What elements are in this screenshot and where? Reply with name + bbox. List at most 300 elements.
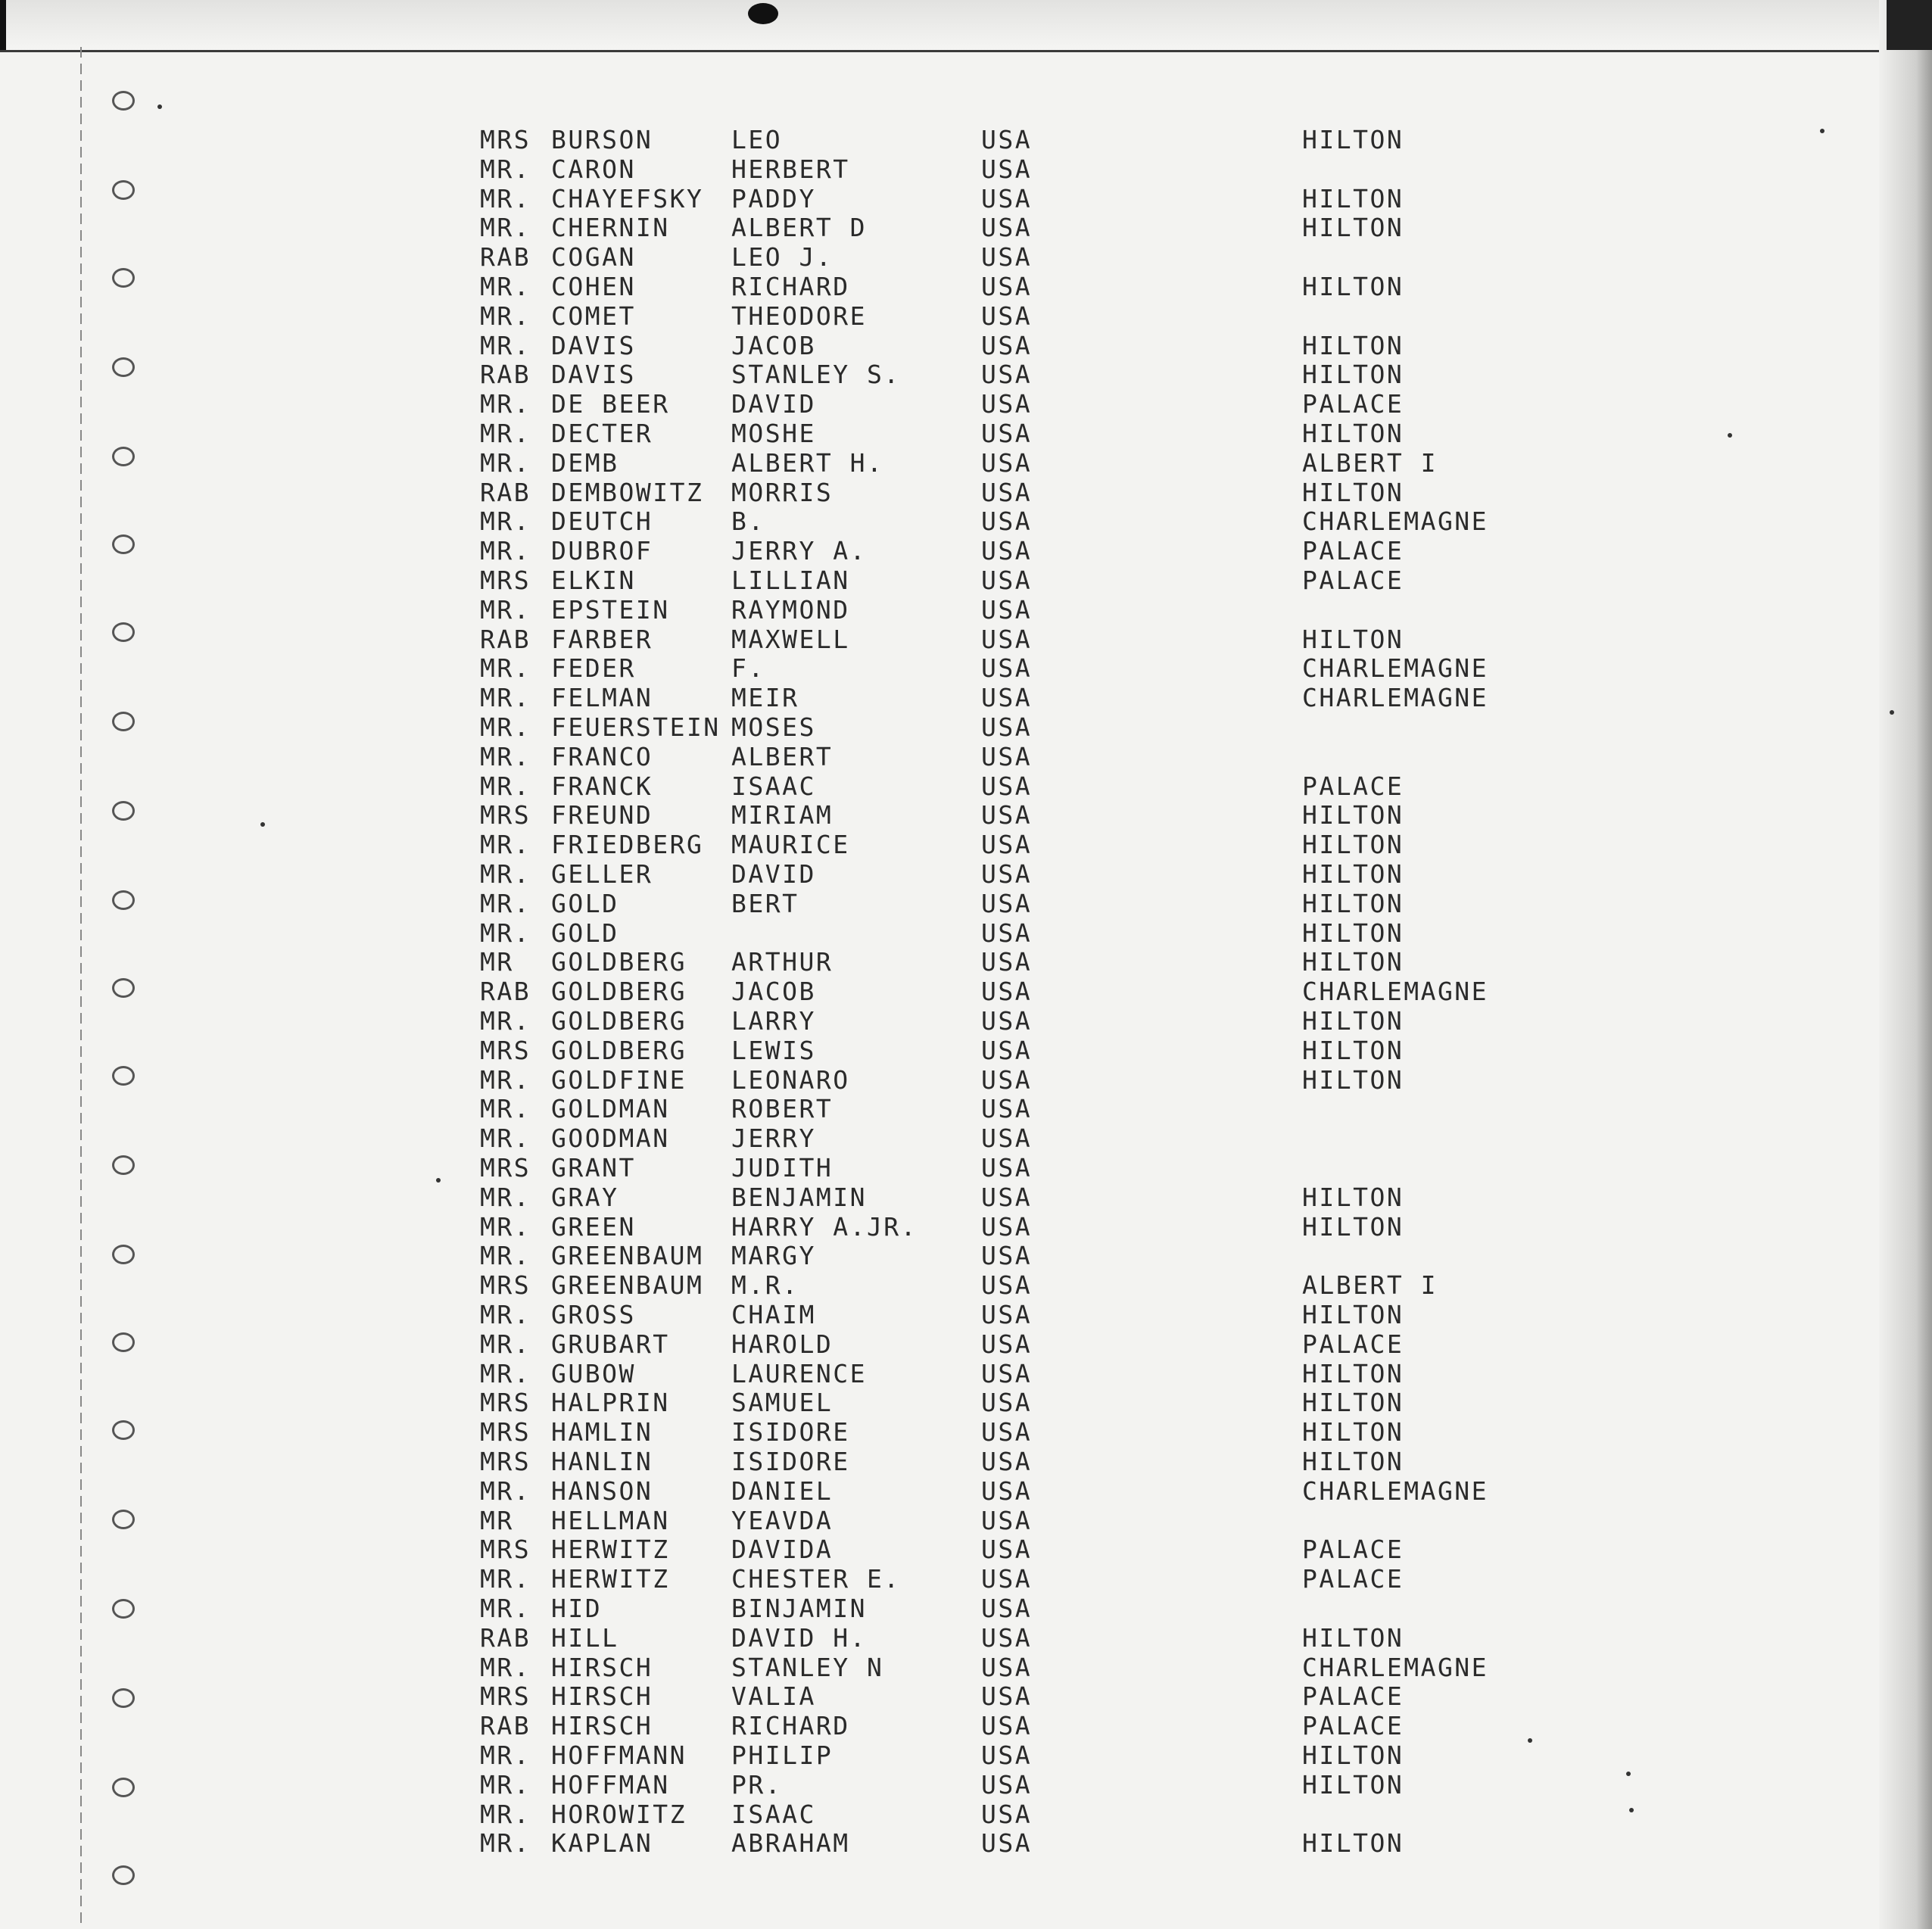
row-first-name: SAMUEL [731,1388,834,1417]
row-country: USA [981,742,1033,771]
row-first-name: MARGY [731,1241,816,1270]
row-last-name: HELLMAN [551,1506,670,1535]
row-first-name: PHILIP [731,1740,834,1770]
row-country: USA [981,1094,1033,1123]
row-country: USA [981,1183,1033,1212]
row-last-name: HERWITZ [551,1564,670,1594]
row-hotel: HILTON [1302,830,1404,859]
row-country: USA [981,1006,1033,1036]
list-row [0,302,1932,331]
row-first-name: MIRIAM [731,800,834,830]
row-last-name: GOLDFINE [551,1065,687,1095]
row-first-name: BENJAMIN [731,1183,867,1212]
row-title: MR. [480,1241,531,1270]
list-row [0,860,1932,889]
row-title: MRS [480,125,531,154]
row-first-name: MOSES [731,712,816,742]
row-country: USA [981,1681,1033,1711]
row-country: USA [981,1447,1033,1476]
row-title: MR. [480,506,531,536]
row-hotel: HILTON [1302,1065,1404,1095]
list-row [0,1535,1932,1564]
row-hotel: HILTON [1302,125,1404,154]
row-last-name: GOODMAN [551,1123,670,1153]
row-first-name: LEO [731,125,783,154]
list-row [0,654,1932,683]
row-country: USA [981,1770,1033,1800]
list-row [0,273,1932,301]
row-country: USA [981,566,1033,595]
row-title: MR. [480,742,531,771]
row-last-name: GRAY [551,1183,619,1212]
row-hotel: HILTON [1302,625,1404,654]
row-country: USA [981,125,1033,154]
list-row [0,1360,1932,1388]
list-row [0,890,1932,918]
list-row [0,390,1932,419]
row-title: MR. [480,1329,531,1359]
list-row [0,1213,1932,1242]
row-title: MR [480,947,514,977]
row-first-name: B. [731,506,765,536]
row-title: MR. [480,1065,531,1095]
row-last-name: FRIEDBERG [551,830,704,859]
row-country: USA [981,301,1033,331]
row-title: MR. [480,889,531,918]
row-title: RAB [480,360,531,389]
row-country: USA [981,389,1033,419]
list-row [0,1682,1932,1711]
row-first-name: RICHARD [731,1711,850,1740]
row-last-name: HIRSCH [551,1711,653,1740]
row-country: USA [981,1212,1033,1242]
row-last-name: DEMBOWITZ [551,478,704,507]
page-top-edge [0,0,1932,52]
row-title: MR. [480,213,531,242]
row-country: USA [981,1476,1033,1506]
row-country: USA [981,947,1033,977]
list-row [0,1712,1932,1740]
row-last-name: FEUERSTEIN [551,712,721,742]
list-row [0,1124,1932,1153]
row-first-name: ALBERT D [731,213,867,242]
row-last-name: GELLER [551,859,653,889]
row-title: MRS [480,1153,531,1183]
list-row [0,772,1932,801]
row-last-name: DEMB [551,448,619,478]
row-country: USA [981,625,1033,654]
row-first-name: ISAAC [731,1800,816,1829]
row-title: MR. [480,830,531,859]
row-country: USA [981,859,1033,889]
row-country: USA [981,478,1033,507]
row-first-name: JERRY [731,1123,816,1153]
list-row [0,126,1932,154]
row-country: USA [981,1828,1033,1858]
row-hotel: PALACE [1302,1711,1404,1740]
row-last-name: GOLD [551,918,619,948]
row-last-name: GOLDBERG [551,947,687,977]
row-title: MR. [480,1740,531,1770]
row-country: USA [981,360,1033,389]
punch-hole-icon [112,91,135,111]
row-hotel: HILTON [1302,1447,1404,1476]
row-hotel: HILTON [1302,1359,1404,1388]
list-row [0,713,1932,742]
row-country: USA [981,889,1033,918]
row-title: MR. [480,1653,531,1682]
row-first-name: BERT [731,889,799,918]
list-row [0,919,1932,948]
row-country: USA [981,1711,1033,1740]
row-country: USA [981,977,1033,1006]
row-last-name: HID [551,1594,603,1623]
row-hotel: CHARLEMAGNE [1302,1653,1489,1682]
row-country: USA [981,213,1033,242]
row-country: USA [981,918,1033,948]
row-title: MR. [480,448,531,478]
row-title: MRS [480,1535,531,1564]
list-row [0,830,1932,859]
row-country: USA [981,1329,1033,1359]
row-hotel: HILTON [1302,213,1404,242]
row-title: MR. [480,683,531,712]
row-first-name: HAROLD [731,1329,834,1359]
row-title: MRS [480,1447,531,1476]
row-title: MR. [480,1183,531,1212]
row-first-name: ARTHUR [731,947,834,977]
list-row [0,1036,1932,1065]
row-first-name: MAXWELL [731,625,850,654]
row-hotel: ALBERT I [1302,1270,1438,1300]
row-last-name: GREENBAUM [551,1270,704,1300]
list-row [0,977,1932,1006]
row-first-name: ABRAHAM [731,1828,850,1858]
row-last-name: GROSS [551,1300,636,1329]
row-last-name: GRUBART [551,1329,670,1359]
row-hotel: CHARLEMAGNE [1302,1476,1489,1506]
row-title: MR. [480,1300,531,1329]
list-row [0,1271,1932,1300]
row-hotel: CHARLEMAGNE [1302,977,1489,1006]
row-title: MR. [480,1770,531,1800]
row-first-name: DAVID H. [731,1623,867,1653]
row-last-name: HIRSCH [551,1681,653,1711]
list-row [0,537,1932,566]
row-hotel: HILTON [1302,1770,1404,1800]
list-row [0,801,1932,830]
row-country: USA [981,1036,1033,1065]
row-country: USA [981,1153,1033,1183]
row-title: RAB [480,242,531,272]
row-country: USA [981,1300,1033,1329]
list-row [0,1154,1932,1183]
row-title: MR. [480,712,531,742]
row-country: USA [981,1740,1033,1770]
row-title: MR. [480,1800,531,1829]
row-first-name: MAURICE [731,830,850,859]
row-hotel: CHARLEMAGNE [1302,683,1489,712]
row-last-name: KAPLAN [551,1828,653,1858]
row-last-name: DE BEER [551,389,670,419]
row-hotel: HILTON [1302,889,1404,918]
row-hotel: HILTON [1302,360,1404,389]
row-title: RAB [480,478,531,507]
row-hotel: HILTON [1302,272,1404,301]
scan-left-mark [0,0,6,50]
list-row [0,1388,1932,1417]
row-hotel: HILTON [1302,1006,1404,1036]
row-first-name: LAURENCE [731,1359,867,1388]
row-last-name: HILL [551,1623,619,1653]
row-hotel: PALACE [1302,566,1404,595]
row-last-name: FEDER [551,653,636,683]
row-last-name: HOFFMANN [551,1740,687,1770]
list-row [0,1242,1932,1270]
row-first-name: VALIA [731,1681,816,1711]
row-first-name: MORRIS [731,478,834,507]
row-first-name: STANLEY N [731,1653,884,1682]
row-first-name: M.R. [731,1270,799,1300]
row-country: USA [981,1623,1033,1653]
list-row [0,1183,1932,1212]
speck [1629,1808,1634,1812]
row-country: USA [981,1417,1033,1447]
row-country: USA [981,1359,1033,1388]
list-row [0,243,1932,272]
list-row [0,449,1932,478]
row-first-name: JACOB [731,331,816,360]
row-last-name: GOLDMAN [551,1094,670,1123]
row-hotel: PALACE [1302,1681,1404,1711]
row-hotel: HILTON [1302,1183,1404,1212]
row-country: USA [981,1065,1033,1095]
row-first-name: ROBERT [731,1094,834,1123]
row-title: MR. [480,1476,531,1506]
row-title: MR. [480,859,531,889]
row-first-name: JACOB [731,977,816,1006]
row-last-name: EPSTEIN [551,595,670,625]
row-last-name: HAMLIN [551,1417,653,1447]
row-title: RAB [480,977,531,1006]
row-first-name: DAVID [731,859,816,889]
list-row [0,596,1932,625]
row-last-name: HERWITZ [551,1535,670,1564]
row-title: MR. [480,1006,531,1036]
list-row [0,419,1932,448]
row-first-name: DAVID [731,389,816,419]
row-title: MR. [480,771,531,801]
list-row [0,1624,1932,1653]
row-country: USA [981,1123,1033,1153]
list-row [0,332,1932,360]
row-title: MR. [480,301,531,331]
list-row [0,1095,1932,1123]
row-first-name: YEAVDA [731,1506,834,1535]
row-last-name: HOFFMAN [551,1770,670,1800]
row-country: USA [981,1564,1033,1594]
row-last-name: HIRSCH [551,1653,653,1682]
row-last-name: FRANCK [551,771,653,801]
row-first-name: HERBERT [731,154,850,184]
row-first-name: ISAAC [731,771,816,801]
row-hotel: HILTON [1302,331,1404,360]
row-country: USA [981,1535,1033,1564]
row-first-name: PR. [731,1770,783,1800]
row-first-name: MOSHE [731,419,816,448]
row-country: USA [981,1270,1033,1300]
punch-hole-icon [112,1865,135,1885]
row-last-name: GUBOW [551,1359,636,1388]
list-row [0,507,1932,536]
row-first-name: LILLIAN [731,566,850,595]
row-last-name: COHEN [551,272,636,301]
row-country: USA [981,154,1033,184]
row-title: MRS [480,1417,531,1447]
row-first-name: JERRY A. [731,536,867,566]
row-first-name: LEO J. [731,242,834,272]
row-hotel: HILTON [1302,947,1404,977]
list-row [0,360,1932,389]
row-last-name: DECTER [551,419,653,448]
row-title: MR. [480,653,531,683]
row-country: USA [981,448,1033,478]
list-row [0,1653,1932,1682]
list-row [0,684,1932,712]
speck [1528,1738,1532,1743]
row-country: USA [981,830,1033,859]
row-last-name: GOLDBERG [551,1006,687,1036]
row-hotel: CHARLEMAGNE [1302,506,1489,536]
row-hotel: PALACE [1302,1329,1404,1359]
row-first-name: RICHARD [731,272,850,301]
list-row [0,566,1932,595]
row-last-name: GOLDBERG [551,977,687,1006]
row-country: USA [981,419,1033,448]
speck [1890,710,1894,715]
row-last-name: CARON [551,154,636,184]
row-country: USA [981,800,1033,830]
row-country: USA [981,1594,1033,1623]
row-last-name: GOLDBERG [551,1036,687,1065]
row-title: MR. [480,389,531,419]
row-country: USA [981,1241,1033,1270]
row-title: MR [480,1506,514,1535]
row-first-name: DANIEL [731,1476,834,1506]
row-hotel: PALACE [1302,1535,1404,1564]
row-first-name: STANLEY S. [731,360,901,389]
row-hotel: PALACE [1302,1564,1404,1594]
row-hotel: HILTON [1302,1212,1404,1242]
row-last-name: HALPRIN [551,1388,670,1417]
row-first-name: CHAIM [731,1300,816,1329]
row-hotel: HILTON [1302,1828,1404,1858]
list-row [0,1800,1932,1829]
row-last-name: DAVIS [551,360,636,389]
row-country: USA [981,595,1033,625]
row-hotel: CHARLEMAGNE [1302,653,1489,683]
row-last-name: HANSON [551,1476,653,1506]
speck [1728,433,1732,438]
row-title: MRS [480,566,531,595]
list-row [0,155,1932,184]
row-hotel: HILTON [1302,478,1404,507]
row-title: MR. [480,1359,531,1388]
row-hotel: PALACE [1302,536,1404,566]
row-title: RAB [480,1711,531,1740]
row-hotel: HILTON [1302,1036,1404,1065]
list-row [0,1477,1932,1506]
list-row [0,1301,1932,1329]
row-first-name: F. [731,653,765,683]
row-title: MR. [480,1123,531,1153]
speck [260,822,265,827]
list-row [0,1007,1932,1036]
row-hotel: HILTON [1302,1300,1404,1329]
row-last-name: HANLIN [551,1447,653,1476]
list-row [0,1448,1932,1476]
row-first-name: ISIDORE [731,1447,850,1476]
row-first-name: JUDITH [731,1153,834,1183]
row-last-name: FREUND [551,800,653,830]
row-hotel: HILTON [1302,1388,1404,1417]
list-row [0,1771,1932,1800]
row-country: USA [981,1653,1033,1682]
row-title: MR. [480,1564,531,1594]
row-first-name: ISIDORE [731,1417,850,1447]
row-title: MR. [480,1828,531,1858]
row-first-name: RAYMOND [731,595,850,625]
row-country: USA [981,536,1033,566]
list-row [0,743,1932,771]
row-title: MR. [480,595,531,625]
row-country: USA [981,1506,1033,1535]
row-first-name: HARRY A.JR. [731,1212,918,1242]
row-last-name: COGAN [551,242,636,272]
row-last-name: DEUTCH [551,506,653,536]
row-first-name: ALBERT [731,742,834,771]
list-row [0,1565,1932,1594]
scan-right-mark [1887,0,1932,50]
row-title: MR. [480,536,531,566]
row-title: MR. [480,154,531,184]
list-row [0,478,1932,507]
list-row [0,1829,1932,1858]
row-last-name: CHAYEFSKY [551,184,704,213]
row-title: RAB [480,1623,531,1653]
row-hotel: HILTON [1302,1623,1404,1653]
row-last-name: HOROWITZ [551,1800,687,1829]
row-country: USA [981,184,1033,213]
row-title: MR. [480,1594,531,1623]
list-row [0,1330,1932,1359]
list-row [0,1594,1932,1623]
row-country: USA [981,1388,1033,1417]
row-last-name: BURSON [551,125,653,154]
row-hotel: HILTON [1302,1740,1404,1770]
row-title: MR. [480,272,531,301]
row-hotel: HILTON [1302,1417,1404,1447]
row-hotel: ALBERT I [1302,448,1438,478]
row-hotel: HILTON [1302,184,1404,213]
row-country: USA [981,242,1033,272]
speck [157,104,162,109]
row-hotel: PALACE [1302,389,1404,419]
row-first-name: LARRY [731,1006,816,1036]
row-title: RAB [480,625,531,654]
row-first-name: PADDY [731,184,816,213]
row-last-name: FARBER [551,625,653,654]
